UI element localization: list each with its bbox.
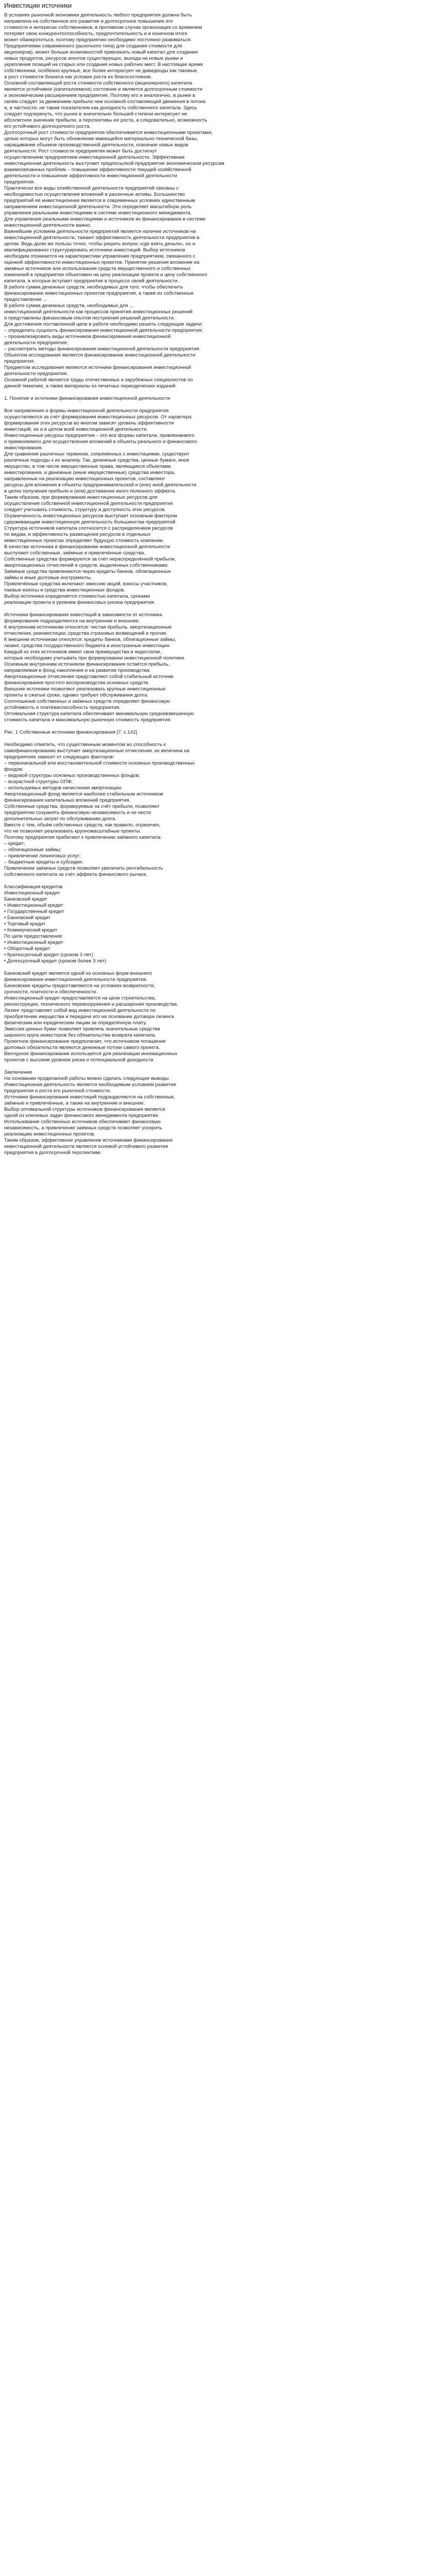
paragraph-line: Предприятиями современного (рыночного типа) для создания стоимости для — [4, 43, 182, 49]
paragraph-line: – определить сущность финансирования инвестиционной деятельности предприятия; — [4, 328, 203, 333]
paragraph-line: паевые взносы и средства инвестиционных фондов. — [4, 587, 126, 593]
paragraph-line: Практически все виды хозяйственной деятельности предприятий связаны с — [4, 185, 179, 191]
list-item: • Оборотный кредит — [4, 946, 50, 952]
paragraph-line: приобретению имущества и передаче его на основании договора лизинга — [4, 1014, 174, 1020]
paragraph-line: инвестиционная деятельность выступает предпосылкой предприятия экономическим ресурсам — [4, 161, 224, 166]
section-3-text — [4, 742, 432, 878]
spacer — [4, 736, 432, 742]
paragraph-line: Использование собственных источников обеспечивает финансовую — [4, 1119, 161, 1125]
paragraph-line: Структура источников капитала соотносится с распределением ресурсов — [4, 526, 173, 531]
paragraph-line: амортизационных отчислений и средств, выделенных собственниками. — [4, 563, 169, 568]
paragraph-line: направляемая в фонд накопления и на развитие производства. — [4, 668, 151, 673]
paragraph-line: инвестирования, и денежные (иные имущественные) средства инвестора, — [4, 470, 176, 476]
paragraph-line: – рассмотреть методы финансирования инвестиционной деятельности предприятия. — [4, 346, 201, 352]
paragraph-line: Основной составляющей роста стоимости собственного (акционерного) капитала — [4, 80, 193, 86]
paragraph-line: имущество, в том числе имущественные права, являющиеся объектами — [4, 464, 171, 469]
paragraph-line: Таким образом, при формировании инвестиционных ресурсов для — [4, 495, 158, 500]
paragraph-line: Основным внутренним источником финансирования остаётся прибыль, — [4, 662, 170, 667]
paragraph-line: Источники финансирования инвестиций в зависимости от источника — [4, 612, 162, 618]
paragraph-line: К внешним источникам относятся: кредиты банков, облигационные займы, — [4, 637, 177, 642]
paragraph-line: деятельности и повышение эффективности инвестиционной деятельности — [4, 173, 178, 179]
paragraph-line: его устойчивого долгосрочного роста. — [4, 124, 91, 129]
paragraph-line: и экономическим расширением предприятия. Поэтому его и аналогично, в рынке в — [4, 93, 196, 98]
paragraph-line: и применяемого для осуществления вложений в объекты реального и финансового — [4, 439, 197, 445]
paragraph-line: финансирования капитальных вложений предприятия. — [4, 798, 131, 803]
paragraph-line: Внешние источники позволяют реализовать крупные инвестиционные — [4, 686, 166, 692]
paragraph-line: предприятия. — [4, 179, 35, 185]
paragraph-line: деятельности. Рост стоимости предприятия может быть достигнут — [4, 148, 157, 154]
paragraph-line: укрепления позиций на старых или создания новых рабочих мест. В настоящее время — [4, 62, 203, 67]
list-item: • Банковский кредит — [4, 915, 50, 921]
paragraph-line: – облигационные займы; — [4, 847, 61, 853]
paragraph-line: управления реальными инвестициями в системе инвестиционного менеджмента. — [4, 210, 192, 216]
paragraph-line: Инвестиционный кредит предоставляется на цели строительства, — [4, 995, 156, 1001]
paragraph-line: – первоначальной или восстановительной стоимости основных производственных — [4, 760, 195, 766]
paragraph-line: целом. Ведь долю же пользы точно, чтобы решить вопрос «где взять деньги», но и — [4, 241, 196, 247]
paragraph-line: капитала, в которые вступает предприятие в процессе своей деятельности. — [4, 278, 179, 284]
spacer — [4, 878, 432, 884]
paragraph-line: – проанализировать виды источников финансирования инвестиционной — [4, 334, 171, 340]
paragraph-line: отчисления, реинвестиции, средства страховых возмещений и прочие. — [4, 631, 168, 636]
paragraph-line: Собственные средства, формируемые за счёт прибыли, позволяют — [4, 804, 160, 809]
paragraph-line: В качестве источника в финансировании инвестиционной деятельности — [4, 544, 170, 550]
paragraph-line: Таким образом, эффективное управление источниками финансирования — [4, 1138, 173, 1143]
paragraph-line: Предметом исследования являются источники финансирования инвестиционной — [4, 365, 191, 370]
list-item: • Инвестиционный кредит — [4, 903, 63, 908]
paragraph-line: различные подходы к их анализу. Так, денежные средства, ценные бумаги, иное — [4, 457, 189, 463]
paragraph-line: осуществлением предприятием инвестиционной деятельности. Эффективная — [4, 155, 185, 160]
paragraph-line: инвестиционной деятельности является основой устойчивого развития — [4, 1144, 168, 1149]
paragraph-line: осуществления собственной инвестиционной деятельности предприятия — [4, 501, 173, 506]
paragraph-line: инвестиционной деятельности, тажают эффективность деятельности предприятия в — [4, 235, 200, 241]
paragraph-line: Для сравнения различных терминов, сопряжённых с инвестициями, существуют — [4, 451, 189, 457]
paragraph-line: Собственные средства формируются за счёт нераспределённой прибыли, — [4, 556, 176, 562]
paragraph-line: Источники финансирования инвестиций подразделяются на собственные, — [4, 1094, 176, 1100]
paragraph-line: Вместе с тем, объём собственных средств, как правило, ограничен, — [4, 822, 161, 828]
paragraph-line: – кредит; — [4, 841, 25, 846]
paragraph-line: деятельности предприятия; — [4, 340, 68, 346]
paragraph-line: стоимость капитала и максимальную рыночную стоимость предприятия. — [4, 717, 172, 723]
paragraph-line: наращивание объемов производственной деятельности, освоение новых видов — [4, 142, 188, 148]
section-2-text — [4, 612, 432, 723]
paragraph-line: собственники, особенно крупные, все более интересуют не дивиденды как таковые, — [4, 68, 199, 74]
paragraph-line: Инвестиционные ресурсы предприятия – это все формы капитала, привлекаемого — [4, 433, 195, 438]
page-title: Инвестиции источники — [4, 2, 72, 9]
paragraph-line: заёмные и привлечённые, а также на внутренние и внешние. — [4, 1100, 145, 1106]
spacer — [4, 964, 432, 971]
paragraph-line: долговых обязательств являются денежные потоки самого проекта. — [4, 1045, 160, 1050]
paragraph-line: направлением инвестиционной деятельности. Эти определяет масштабную роль — [4, 204, 192, 210]
paragraph-line: широкого круга инвесторов без обязательства возврата капитала. — [4, 1032, 156, 1038]
paragraph-line: устойчивость и платёжеспособность предприятия. — [4, 705, 120, 710]
paragraph-line: и, в частности, не таким показателем как доходность собственного капитала. Здесь — [4, 105, 197, 111]
paragraph-line: Эмиссия ценных бумаг позволяет привлечь значительные средства — [4, 1026, 160, 1032]
paragraph-line: деятельности предприятия. — [4, 371, 68, 377]
paragraph-line: предприятию сохранять финансовую независимость и не нести — [4, 810, 151, 816]
paragraph-line: Для достижения поставленной цели в работе необходимо решить следующие задачи: — [4, 321, 203, 327]
paragraph-line: инвестиций, их и в целом всей инвестиционной деятельности. — [4, 427, 148, 432]
paragraph-line: займы и иные долговые инструменты. — [4, 575, 92, 581]
paragraph-line: является устойчивое (капиталоемкое) состояние и является долгосрочным стоимости — [4, 87, 203, 92]
credit-classification-list — [4, 884, 432, 964]
paragraph-line: необходимостью осуществления вложений в различные активы. Большинство — [4, 192, 185, 197]
paragraph-line: ресурсы для вложения в объекты предпринимательской и (или) иной деятельности — [4, 482, 197, 488]
paragraph-line: собственного капитала за счёт эффекта финансового рычага. — [4, 872, 147, 877]
paragraph-line: В работе сумма денежных средств, необходимых для ... — [4, 303, 134, 309]
paragraph-line: оценкой эффективности инвестиционных проектов. Принятие решения вложения на — [4, 260, 200, 265]
paragraph-line: Поэтому предприятия прибегают к привлечению заёмного капитала: — [4, 835, 162, 840]
paragraph-line: Амортизационный фонд является наиболее стабильным источником — [4, 791, 163, 797]
paragraph-line: Лизинг представляет собой вид инвестиционной деятельности по — [4, 1008, 156, 1013]
paragraph-line: направленные на реализацию инвестиционных проектов, составляют — [4, 476, 165, 482]
paragraph-line: Все направления и формы инвестиционной деятельности предприятия — [4, 408, 169, 414]
paragraph-line: – видовой структуры основных производственных фондов; — [4, 773, 140, 778]
paragraph-line: осуществляются за счёт формирования инвестиционных ресурсов. От характера — [4, 414, 192, 420]
intro-text — [4, 12, 432, 389]
paragraph-line: взаимосвязанных проблем – повышение эффективности текущей хозяйственной — [4, 167, 191, 173]
paragraph-line: предприятия и роста его рыночной стоимости. — [4, 1088, 111, 1094]
paragraph-line: финансирования простого воспроизводства основных средств. — [4, 680, 150, 686]
paragraph-line: целью которых могут быть обновление имеющейся материально-технической базы, — [4, 136, 198, 142]
list-heading: Банковский кредит — [4, 896, 47, 902]
paragraph-line: – привлечение лизинговых услуг; — [4, 853, 81, 859]
spacer — [4, 389, 432, 396]
paragraph-line: своём следует за движением прибыли чем основной составляющей движения в потоке — [4, 99, 206, 105]
paragraph-line: – возрастной структуры ОПФ; — [4, 779, 73, 785]
section-1-title: 1. Понятие и источники финансирования инвестиционной деятельности — [4, 396, 170, 401]
paragraph-line: Объектом исследования является финансирование инвестиционной деятельности — [4, 352, 196, 358]
figure-caption: Рис. 1 Собственные источники финансирования [7, с.142] — [4, 730, 137, 735]
paragraph-line: стоимости и интересах собственников, в противном случае организация со временем — [4, 25, 202, 30]
section-4-text — [4, 971, 432, 1063]
paragraph-line: новых продуктов, ресурсов агентов существующих, выхода на новые рынки и — [4, 56, 183, 61]
paragraph-line: реализации проекта и уровнем финансовых рисков предприятия. — [4, 600, 155, 605]
paragraph-line: Необходимо отметить, что существенным моментом во способность к — [4, 742, 166, 748]
paragraph-line: Привлечение заёмных средств позволяет увеличить рентабельность — [4, 866, 163, 871]
paragraph-line: В условиях рыночной экономики деятельность любого предприятия должна быть — [4, 12, 192, 18]
conclusion-text — [4, 1076, 432, 1156]
paragraph-line: фондов; — [4, 767, 24, 772]
paragraph-line: инвестиционной деятельности как процессов принятия инвестиционных решений — [4, 309, 193, 315]
paragraph-line: в целях получения прибыли и (или) достижения иного полезного эффекта. — [4, 488, 177, 494]
paragraph-line: направлена на собственное его развитие и долгосрочное повышение его — [4, 19, 173, 24]
paragraph-line: самофинансированию выступает амортизационные отчисления, их величина на — [4, 748, 190, 754]
paragraph-line: финансирования инвестиционной деятельности предприятия. — [4, 977, 148, 982]
paragraph-line: заемных источников или использования средств имущественного и собственных — [4, 266, 191, 272]
paragraph-line: Заёмные средства привлекаются через кредиты банков, облигационные — [4, 569, 171, 574]
paragraph-line: физическим или юридическим лицам за определённую плату. — [4, 1020, 147, 1026]
paragraph-line: Соотношение собственных и заёмных средств определяет финансовую — [4, 699, 170, 704]
paragraph-line: лизинг, средства государственного бюджета и иностранные инвестиции. — [4, 643, 171, 649]
paragraph-line: изменений в предприятии объективен на цену реализации проекта и цену собственного — [4, 272, 207, 278]
paragraph-line: одной из ключевых задач финансового менеджмента предприятия. — [4, 1113, 160, 1118]
paragraph-line: Оптимальная структура капитала обеспечивает минимальную средневзвешенную — [4, 711, 194, 717]
list-item: • Коммерческий кредит — [4, 927, 58, 933]
paragraph-line: инвестиционной деятельности важно. — [4, 223, 92, 228]
list-item: По цели предоставления: — [4, 934, 63, 939]
paragraph-line: по видам, и эффективность размещения ресурсов в отдельных — [4, 532, 151, 537]
paragraph-line: Выбор оптимальной структуры источников финансирования является — [4, 1107, 165, 1112]
list-heading: Классификация кредитов — [4, 884, 63, 890]
paragraph-line: квалифицированно структурировать источники инвестиций. Выбор источников — [4, 247, 186, 253]
paragraph-line: Основной работой является труды отечественных и зарубежных специалистов по — [4, 377, 193, 383]
paragraph-line: реализацию инвестиционных проектов. — [4, 1131, 95, 1137]
paragraph-line: Для управления реальными инвестициями и источников их финансирования в системе — [4, 216, 206, 222]
paragraph-line: выступают собственные, заёмные и привлечённые средства. — [4, 550, 146, 556]
paragraph-line: проектов с высоким уровнем риска и потенциальной доходности. — [4, 1057, 155, 1063]
section-1-text — [4, 408, 432, 606]
paragraph-line: формирования подразделяются на внутренние и внешние. — [4, 618, 140, 624]
paragraph-line: следует учитывать стоимость, структуру и доступность этих ресурсов. — [4, 507, 166, 513]
list-item: • Краткосрочный кредит (сроком 3 лет) — [4, 952, 94, 958]
paragraph-line: В работе сумма денежных средств, необходимых для того, чтобы обеспечить — [4, 284, 183, 290]
list-item: • Инвестиционный кредит — [4, 940, 63, 945]
paragraph-line: предприятий её инвестиционная является в современных условиях единственным — [4, 198, 196, 204]
paragraph-line: предприятиях зависит от следующих факторов: — [4, 754, 114, 760]
paragraph-line: реконструкции, технического перевооружения и расширения производства. — [4, 1002, 179, 1007]
list-item: • Торговый кредит — [4, 921, 46, 927]
paragraph-line: Каждый из этих источников имеет свои преимущества и недостатки, — [4, 649, 162, 655]
paragraph-line: формирования этих ресурсов во многом зависят уровень эффективности — [4, 420, 174, 426]
paragraph-line: и представлены финансовым опытом построения решений деятельности. — [4, 315, 175, 321]
paragraph-line: Выбор источника определяется стоимостью капитала, сроками — [4, 594, 150, 599]
paragraph-line: – используемых методов начисления амортизации. — [4, 785, 123, 791]
paragraph-line: срочности, платности и обеспеченности. — [4, 989, 98, 995]
paragraph-line: следует подчеркнуть, что рынок в значительно большей степени интересует не — [4, 111, 187, 117]
paragraph-line: потеряет свою конкурентоспособность, предпочтительность и в конечном итоге — [4, 31, 188, 37]
paragraph-line: Привлечённые средства включают эмиссию акций, взносы участников, — [4, 581, 168, 587]
paragraph-line: Инвестиционная деятельность является необходимым условием развития — [4, 1082, 177, 1088]
list-heading: Инвестиционный кредит — [4, 890, 60, 896]
paragraph-line: Банковские кредиты предоставляются на условиях возвратности, — [4, 983, 155, 989]
paragraph-line: Амортизационные отчисления представляют собой стабильный источник — [4, 674, 173, 680]
paragraph-line: – бюджетные кредиты и субсидии. — [4, 859, 83, 865]
paragraph-line: данной тематике, а также материалы из печатных периодических изданий. — [4, 383, 177, 389]
paragraph-line: Долгосрочный рост стоимости предприятия обеспечивается инвестиционными проектами, — [4, 130, 213, 135]
paragraph-line: а рост стоимости бизнеса как условие роста их благосостояния. — [4, 74, 152, 80]
paragraph-line: К внутренним источникам относятся: чистая прибыль, амортизационные — [4, 624, 172, 630]
paragraph-line: которые необходимо учитывать при формировании инвестиционной политики. — [4, 655, 186, 661]
article-page — [0, 0, 436, 1156]
paragraph-line: Венчурное финансирование используется для реализации инновационных — [4, 1051, 178, 1057]
paragraph-line: Банковский кредит является одной из основных форм внешнего — [4, 971, 152, 976]
paragraph-line: предприятия в долгосрочной перспективе. — [4, 1150, 102, 1156]
paragraph-line: На основании проделанной работы можно сделать следующие выводы. — [4, 1076, 170, 1081]
paragraph-line: абсолютное значение прибыли, а перспективы ее роста, а следовательно, возможность — [4, 117, 207, 123]
paragraph-line: Ограниченность инвестиционных ресурсов выступает основным фактором — [4, 513, 178, 519]
paragraph-line: предоставление ... — [4, 297, 47, 302]
paragraph-line: финансирование инвестиционных проектов предприятия, а также их собственные — [4, 291, 194, 296]
paragraph-line: независимость, а привлечение заёмных средств позволяет ускорить — [4, 1125, 162, 1131]
spacer — [4, 606, 432, 612]
paragraph-line: инвестирования. — [4, 445, 43, 451]
paragraph-line: предприятия. — [4, 359, 35, 364]
paragraph-line: необходим отражается на характеристики управления предприятием, связанного с — [4, 253, 196, 259]
spacer — [4, 1063, 432, 1070]
paragraph-line: сдерживающим инвестиционную деятельность большинства предприятий. — [4, 519, 177, 525]
paragraph-line: дополнительных затрат по обслуживанию долга. — [4, 816, 116, 822]
spacer — [4, 402, 432, 408]
paragraph-line: Проектное финансирование предполагает, что источником погашения — [4, 1039, 166, 1044]
paragraph-line: что не позволяет реализовать крупномасштабные проекты. — [4, 828, 142, 834]
list-item: • Долгосрочный кредит (сроком более 3 лет) — [4, 958, 107, 964]
list-item: • Государственный кредит — [4, 909, 64, 914]
paragraph-line: проекты в сжатые сроки, однако требуют обслуживания долга. — [4, 692, 149, 698]
spacer — [4, 723, 432, 730]
paragraph-line: акционеров), может больше возможностей привлекать новый капитал для создания — [4, 49, 198, 55]
paragraph-line: может обанкротиться, поэтому предприятию необходимо постоянно развиваться. — [4, 37, 192, 43]
paragraph-line: Важнейшим условием деятельности предприятий является наличие источников на — [4, 229, 196, 234]
conclusion-title: Заключение — [4, 1070, 32, 1075]
paragraph-line: инвестиционных проектах определяет будущую стоимость компании. — [4, 538, 164, 544]
